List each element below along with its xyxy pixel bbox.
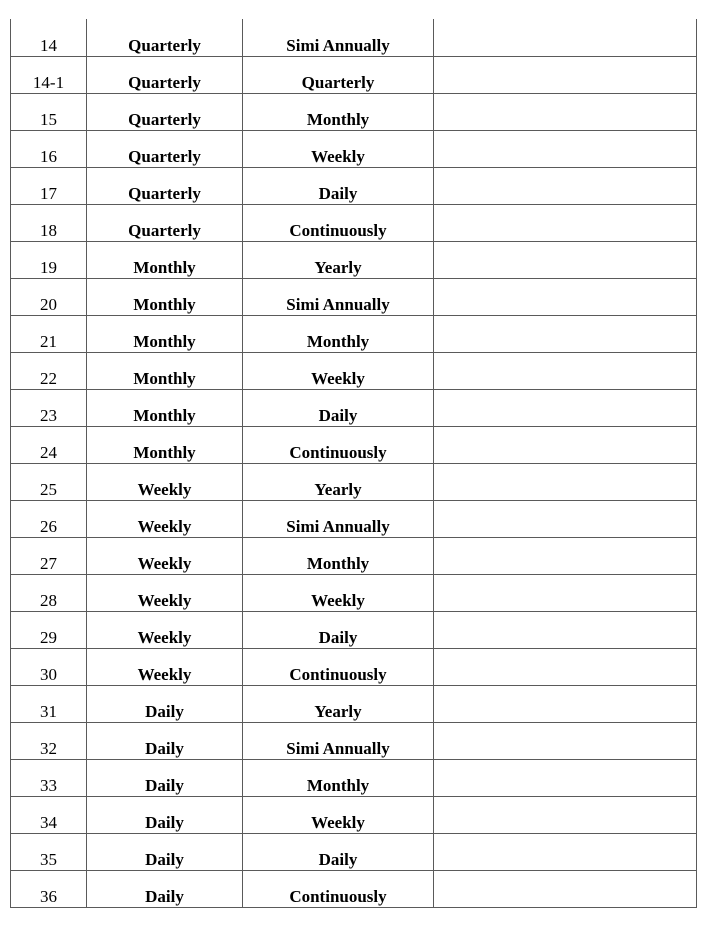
- frequency-a-cell-text: Weekly: [137, 627, 192, 647]
- frequency-a-cell-text: Monthly: [133, 368, 196, 388]
- frequency-a-cell: [87, 426, 243, 463]
- frequency-b-cell: [243, 19, 434, 56]
- table-row: [11, 648, 697, 685]
- table-row: [11, 204, 697, 241]
- frequency-b-cell: [243, 463, 434, 500]
- row-number-cell-text: 23: [40, 405, 57, 425]
- frequency-a-cell: [87, 537, 243, 574]
- table-row: [11, 611, 697, 648]
- row-number-cell-text: 29: [40, 627, 57, 647]
- table-row: [11, 315, 697, 352]
- frequency-a-cell-text: Daily: [145, 738, 184, 758]
- frequency-a-cell: [87, 759, 243, 796]
- table-row: [11, 537, 697, 574]
- frequency-a-cell-text: Quarterly: [128, 72, 201, 92]
- row-number-cell: [11, 241, 87, 278]
- frequency-a-cell-text: Weekly: [137, 590, 192, 610]
- empty-cell: [434, 426, 697, 463]
- empty-cell: [434, 796, 697, 833]
- frequency-a-cell-text: Weekly: [137, 664, 192, 684]
- row-number-cell: [11, 352, 87, 389]
- frequency-b-cell-text: Simi Annually: [286, 294, 390, 314]
- empty-cell: [434, 130, 697, 167]
- frequency-a-cell: [87, 56, 243, 93]
- frequency-b-cell: [243, 56, 434, 93]
- table-row: [11, 19, 697, 56]
- frequency-a-cell: [87, 648, 243, 685]
- frequency-b-cell-text: Continuously: [289, 664, 387, 684]
- row-number-cell: [11, 19, 87, 56]
- table-row: [11, 426, 697, 463]
- frequency-a-cell-text: Quarterly: [128, 35, 201, 55]
- frequency-a-cell-text: Quarterly: [128, 220, 201, 240]
- frequency-b-cell-text: Monthly: [306, 553, 370, 573]
- frequency-a-cell-text: Weekly: [137, 516, 192, 536]
- row-number-cell-text: 36: [40, 886, 57, 906]
- row-number-cell: [11, 611, 87, 648]
- frequency-b-cell-text: Simi Annually: [286, 516, 390, 536]
- frequency-table: [10, 19, 697, 908]
- frequency-b-cell-text: Daily: [318, 183, 358, 203]
- frequency-b-cell: [243, 722, 434, 759]
- empty-cell: [434, 315, 697, 352]
- frequency-b-cell-text: Daily: [318, 627, 358, 647]
- frequency-b-cell: [243, 278, 434, 315]
- frequency-b-cell: [243, 611, 434, 648]
- row-number-cell: [11, 796, 87, 833]
- empty-cell: [434, 56, 697, 93]
- empty-cell: [434, 648, 697, 685]
- frequency-a-cell: [87, 833, 243, 870]
- row-number-cell: [11, 648, 87, 685]
- frequency-b-cell-text: Simi Annually: [286, 35, 390, 55]
- row-number-cell: [11, 204, 87, 241]
- row-number-cell-text: 22: [40, 368, 57, 388]
- row-number-cell: [11, 870, 87, 907]
- row-number-cell: [11, 463, 87, 500]
- table-row: [11, 93, 697, 130]
- frequency-a-cell: [87, 611, 243, 648]
- row-number-cell: [11, 574, 87, 611]
- frequency-a-cell: [87, 870, 243, 907]
- row-number-cell-text: 28: [40, 590, 57, 610]
- frequency-b-cell: [243, 759, 434, 796]
- table-row: [11, 500, 697, 537]
- frequency-a-cell-text: Daily: [145, 775, 184, 795]
- frequency-a-cell-text: Daily: [145, 701, 184, 721]
- frequency-a-cell: [87, 167, 243, 204]
- table-row: [11, 56, 697, 93]
- frequency-b-cell-text: Yearly: [314, 257, 362, 277]
- frequency-a-cell-text: Weekly: [137, 553, 192, 573]
- empty-cell: [434, 833, 697, 870]
- table-row: [11, 870, 697, 907]
- row-number-cell-text: 16: [40, 146, 57, 166]
- frequency-a-cell-text: Monthly: [133, 331, 196, 351]
- table-row: [11, 241, 697, 278]
- frequency-b-cell-text: Continuously: [289, 220, 387, 240]
- frequency-b-cell: [243, 500, 434, 537]
- frequency-a-cell-text: Weekly: [137, 479, 192, 499]
- frequency-a-cell-text: Quarterly: [128, 146, 201, 166]
- frequency-b-cell-text: Continuously: [289, 886, 387, 906]
- frequency-table-container: [10, 19, 696, 908]
- row-number-cell: [11, 722, 87, 759]
- row-number-cell-text: 21: [40, 331, 57, 351]
- frequency-b-cell: [243, 315, 434, 352]
- table-row: [11, 389, 697, 426]
- frequency-b-cell: [243, 685, 434, 722]
- row-number-cell: [11, 426, 87, 463]
- empty-cell: [434, 722, 697, 759]
- empty-cell: [434, 93, 697, 130]
- frequency-a-cell: [87, 315, 243, 352]
- frequency-b-cell: [243, 167, 434, 204]
- frequency-a-cell-text: Monthly: [133, 405, 196, 425]
- frequency-b-cell: [243, 870, 434, 907]
- frequency-b-cell: [243, 426, 434, 463]
- table-row: [11, 130, 697, 167]
- row-number-cell-text: 15: [40, 109, 57, 129]
- row-number-cell: [11, 167, 87, 204]
- row-number-cell-text: 35: [40, 849, 57, 869]
- row-number-cell-text: 31: [40, 701, 57, 721]
- table-row: [11, 685, 697, 722]
- frequency-a-cell-text: Monthly: [133, 294, 196, 314]
- frequency-a-cell-text: Daily: [145, 886, 184, 906]
- frequency-a-cell-text: Quarterly: [128, 183, 201, 203]
- frequency-b-cell-text: Weekly: [311, 590, 365, 610]
- empty-cell: [434, 685, 697, 722]
- frequency-b-cell: [243, 537, 434, 574]
- table-row: [11, 759, 697, 796]
- frequency-b-cell-text: Monthly: [306, 109, 370, 129]
- frequency-a-cell: [87, 19, 243, 56]
- empty-cell: [434, 759, 697, 796]
- frequency-b-cell: [243, 389, 434, 426]
- row-number-cell-text: 18: [40, 220, 57, 240]
- row-number-cell-text: 33: [40, 775, 57, 795]
- frequency-b-cell-text: Weekly: [311, 812, 365, 832]
- table-row: [11, 722, 697, 759]
- empty-cell: [434, 19, 697, 56]
- row-number-cell-text: 27: [40, 553, 57, 573]
- row-number-cell-text: 20: [40, 294, 57, 314]
- row-number-cell-text: 25: [40, 479, 57, 499]
- frequency-a-cell: [87, 278, 243, 315]
- frequency-b-cell-text: Simi Annually: [286, 738, 390, 758]
- row-number-cell-text: 30: [40, 664, 57, 684]
- frequency-b-cell: [243, 204, 434, 241]
- frequency-b-cell: [243, 241, 434, 278]
- frequency-b-cell: [243, 352, 434, 389]
- row-number-cell-text: 32: [40, 738, 57, 758]
- row-number-cell: [11, 278, 87, 315]
- table-row: [11, 796, 697, 833]
- frequency-b-cell-text: Daily: [318, 405, 358, 425]
- row-number-cell: [11, 315, 87, 352]
- row-number-cell: [11, 685, 87, 722]
- row-number-cell: [11, 500, 87, 537]
- empty-cell: [434, 611, 697, 648]
- table-row: [11, 167, 697, 204]
- row-number-cell-text: 14-1: [32, 72, 65, 92]
- frequency-b-cell-text: Weekly: [311, 368, 365, 388]
- empty-cell: [434, 537, 697, 574]
- row-number-cell: [11, 93, 87, 130]
- frequency-b-cell-text: Daily: [318, 849, 358, 869]
- row-number-cell-text: 26: [40, 516, 57, 536]
- empty-cell: [434, 870, 697, 907]
- frequency-a-cell: [87, 685, 243, 722]
- empty-cell: [434, 463, 697, 500]
- frequency-b-cell: [243, 93, 434, 130]
- table-row: [11, 833, 697, 870]
- row-number-cell-text: 19: [40, 257, 57, 277]
- frequency-a-cell: [87, 204, 243, 241]
- frequency-b-cell-text: Yearly: [314, 479, 362, 499]
- empty-cell: [434, 574, 697, 611]
- row-number-cell-text: 17: [40, 183, 57, 203]
- frequency-a-cell-text: Daily: [145, 812, 184, 832]
- row-number-cell: [11, 56, 87, 93]
- frequency-a-cell: [87, 389, 243, 426]
- frequency-a-cell: [87, 130, 243, 167]
- row-number-cell: [11, 833, 87, 870]
- frequency-a-cell: [87, 93, 243, 130]
- frequency-a-cell: [87, 500, 243, 537]
- frequency-a-cell-text: Monthly: [133, 257, 196, 277]
- empty-cell: [434, 167, 697, 204]
- frequency-b-cell-text: Monthly: [306, 331, 370, 351]
- frequency-b-cell: [243, 574, 434, 611]
- frequency-b-cell-text: Monthly: [306, 775, 370, 795]
- frequency-b-cell: [243, 130, 434, 167]
- frequency-a-cell: [87, 574, 243, 611]
- frequency-b-cell-text: Weekly: [311, 146, 365, 166]
- table-row: [11, 463, 697, 500]
- frequency-b-cell: [243, 648, 434, 685]
- row-number-cell: [11, 759, 87, 796]
- frequency-b-cell-text: Quarterly: [301, 72, 375, 92]
- empty-cell: [434, 241, 697, 278]
- empty-cell: [434, 204, 697, 241]
- empty-cell: [434, 500, 697, 537]
- empty-cell: [434, 278, 697, 315]
- empty-cell: [434, 389, 697, 426]
- table-row: [11, 574, 697, 611]
- row-number-cell-text: 14: [40, 35, 57, 55]
- frequency-a-cell: [87, 722, 243, 759]
- frequency-b-cell-text: Continuously: [289, 442, 387, 462]
- frequency-a-cell-text: Quarterly: [128, 109, 201, 129]
- row-number-cell: [11, 130, 87, 167]
- empty-cell: [434, 352, 697, 389]
- row-number-cell-text: 34: [40, 812, 57, 832]
- row-number-cell: [11, 537, 87, 574]
- frequency-a-cell: [87, 352, 243, 389]
- frequency-a-cell-text: Daily: [145, 849, 184, 869]
- frequency-b-cell: [243, 796, 434, 833]
- frequency-a-cell: [87, 796, 243, 833]
- frequency-b-cell-text: Yearly: [314, 701, 362, 721]
- frequency-a-cell: [87, 241, 243, 278]
- row-number-cell-text: 24: [40, 442, 57, 462]
- table-row: [11, 352, 697, 389]
- row-number-cell: [11, 389, 87, 426]
- frequency-a-cell-text: Monthly: [133, 442, 196, 462]
- frequency-a-cell: [87, 463, 243, 500]
- frequency-b-cell: [243, 833, 434, 870]
- table-row: [11, 278, 697, 315]
- table-body: [11, 19, 697, 907]
